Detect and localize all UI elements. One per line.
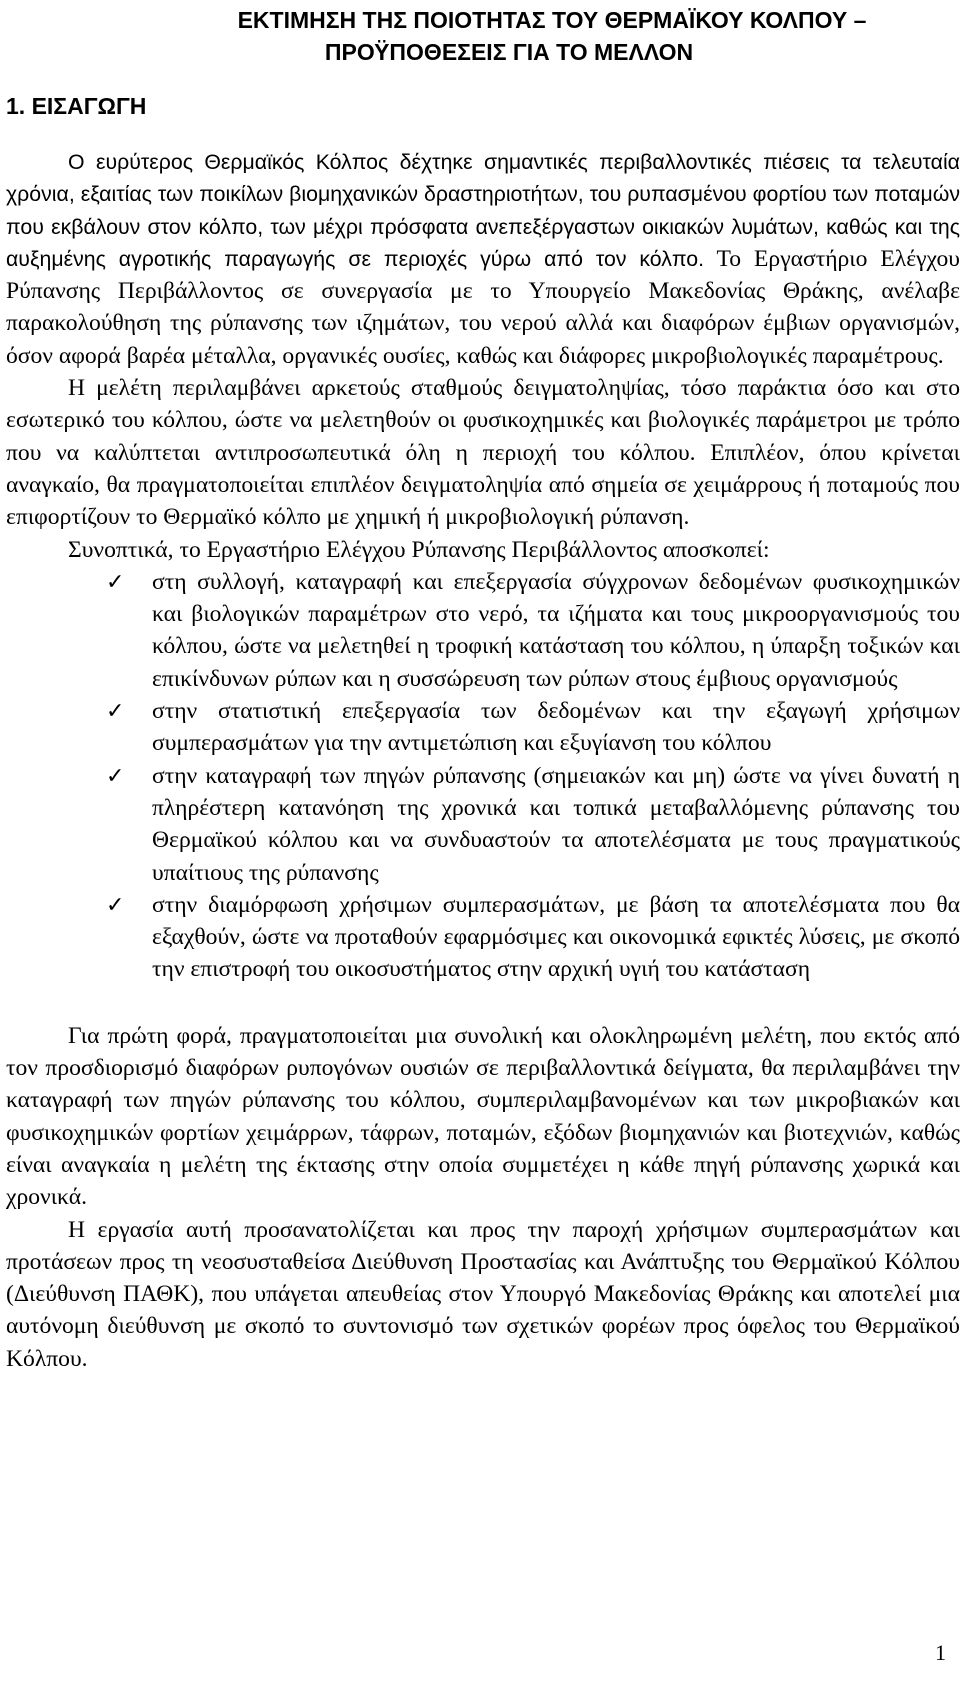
page-number: 1 [935,1640,946,1665]
title-line-1: ΕΚΤΙΜΗΣΗ ΤΗΣ ΠΟΙΟΤΗΤΑΣ ΤΟΥ ΘΕΡΜΑΪΚΟΥ ΚΟΛΠΟΥ – [237,7,867,33]
list-item [6,695,960,760]
title-line-2: ΠΡΟΫΠΟΘΕΣΕΙΣ ΓΙΑ ΤΟ ΜΕΛΛΟΝ [324,39,694,65]
intro-sans-text: Ο ευρύτερος Θερμαϊκός Κόλπος δέχτηκε σημαντικές περιβαλλοντικές πιέσεις τα τελευταία χρόνια, εξαιτίας των ποικίλων βιομηχανικών δραστηριοτήτων, του ρυπασμένου φορτίου των ποταμών που εκβάλουν στον κόλπο, των μέχρι πρόσφατα ανεπεξέργαστων οικιακών λυμάτων, καθώς και της αυξημένης αγροτικής παραγωγής σε περιοχές γύρω από τον κόλπο. [6,150,960,271]
checkmark-icon: ✓ [106,699,125,725]
checkmark-icon: ✓ [106,763,125,789]
checkmark-icon: ✓ [106,892,125,918]
list-item [6,889,960,986]
document-title [6,0,960,68]
checkmark-icon: ✓ [106,569,125,595]
list-item [6,760,960,889]
document-page [6,0,960,1682]
orientation-paragraph: Η εργασία αυτή προσανατολίζεται και προς την παροχή χρήσιμων συμπερασμάτων και προτάσεων προς τη νεοσυσταθείσα Διεύθυνση Προστασίας και Ανάπτυξης του Θερμαϊκού Κόλπου (Διεύθυνση ΠΑΘΚ), που υπάγεται απευθείας στον Υπουργό Μακεδονίας Θράκης και αποτελεί μια αυτόνομη διεύθυνση με σκοπό το συντονισμό των σχετικών φορέων προς όφελος του Θερμαϊκού Κόλπου. [6,1216,960,1372]
summary-intro: Συνοπτικά, το Εργαστήριο Ελέγχου Ρύπανσης Περιβάλλοντος αποσκοπεί: [68,536,770,563]
objectives-list [6,566,960,986]
list-item-text: στην διαμόρφωση χρήσιμων συμπερασμάτων, με βάση τα αποτελέσματα που θα εξαχθούν, ώστε να προταθούν εφαρμόσιμες και οικονομικά εφικτές λύσεις, με σκοπό την επιστροφή του οικοσυστήματος στην αρχική υγιή του κατάσταση [152,891,960,983]
intro-paragraph [6,146,960,372]
list-item-text: στην καταγραφή των πηγών ρύπανσης (σημειακών και μη) ώστε να γίνει δυνατή η πληρέστερη κατανόηση της χρονικά και τοπικά μεταβαλλόμενης ρύπανσης του Θερμαϊκού κόλπου και να συνδυαστούν τα αποτελέσματα με τους πραγματικούς υπαίτιους της ρύπανσης [152,762,960,886]
intro-paragraph-text [6,146,960,372]
section-heading: 1. ΕΙΣΑΓΩΓΗ [6,93,147,119]
list-item [6,566,960,695]
list-item-text: στη συλλογή, καταγραφή και επεξεργασία σύγχρονων δεδομένων φυσικοχημικών και βιολογικών παραμέτρων στο νερό, τα ιζήματα και τους μικροοργανισμούς του κόλπου, ώστε να μελετηθεί η τροφική κατάσταση του κόλπου, η ύπαρξη τοξικών και επικίνδυνων ρύπων και η συσσώρευση των ρύπων στους έμβιους οργανισμούς [152,568,960,692]
intro-serif-text: Το Εργαστήριο Ελέγχου Ρύπανσης Περιβάλλοντος σε συνεργασία με το Υπουργείο Μακεδονίας Θράκης, ανέλαβε παρακολούθηση της ρύπανσης των ιζημάτων, του νερού αλλά και διαφόρων έμβιων οργανισμών, όσον αφορά βαρέα μέταλλα, οργανικές ουσίες, καθώς και διάφορες μικροβιολογικές παραμέτρους. [6,245,960,369]
first-study-paragraph: Για πρώτη φορά, πραγματοποιείται μια συνολική και ολοκληρωμένη μελέτη, που εκτός από τον προσδιορισμό διαφόρων ρυπογόνων ουσιών σε περιβαλλοντικά δείγματα, θα περιλαμβάνει την καταγραφή των πηγών ρύπανσης του κόλπου, συμπεριλαμβανομένων και των μικροβιακών και φυσικοχημικών φορτίων χειμάρρων, τάφρων, ποταμών, εξόδων βιομηχανιών και βιοτεχνιών, καθώς είναι αναγκαία η μελέτη της έκτασης στην οποία συμμετέχει η κάθε πηγή ρύπανσης χωρικά και χρονικά. [6,1022,960,1211]
study-paragraph: Η μελέτη περιλαμβάνει αρκετούς σταθμούς δειγματοληψίας, τόσο παράκτια όσο και στο εσωτερικό του κόλπου, ώστε να μελετηθούν οι φυσικοχημικές και βιολογικές παράμετροι με τρόπο που να καλύπτεται αντιπροσωπευτικά όλη η περιοχή του κόλπου. Επιπλέον, όπου κρίνεται αναγκαίο, θα πραγματοποιείται επιπλέον δειγματοληψία από σημεία σε χειμάρρους ή ποταμούς που επιφορτίζουν το Θερμαϊκό κόλπο με χημική ή μικροβιολογική ρύπανση. [6,375,960,531]
list-item-text: στην στατιστική επεξεργασία των δεδομένων και την εξαγωγή χρήσιμων συμπερασμάτων για την αντιμετώπιση και εξυγίανση του κόλπου [152,698,960,757]
paragraph-spacer [6,986,960,1020]
